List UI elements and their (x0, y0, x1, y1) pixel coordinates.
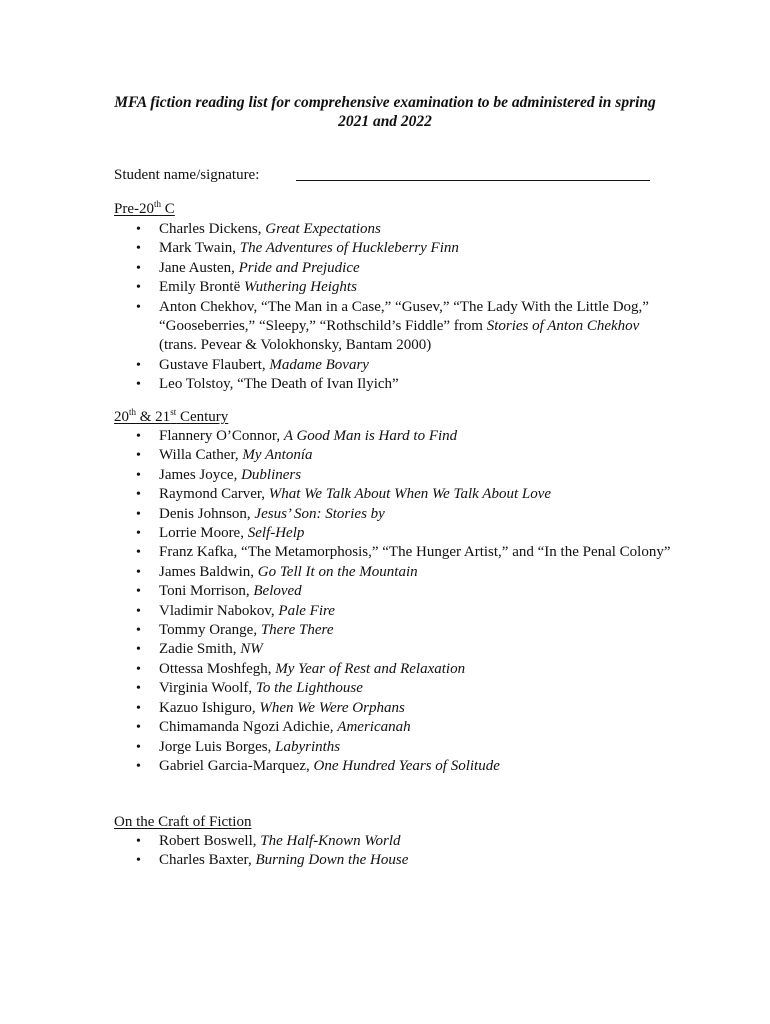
signature-line (296, 180, 650, 181)
student-signature-row (114, 166, 674, 185)
student-signature-label: Student name/signature: (114, 167, 260, 183)
heading-superscript: th (129, 407, 137, 417)
item-separator: , (267, 738, 276, 755)
bullet-icon: • (136, 357, 141, 373)
list-item (114, 582, 674, 601)
list-item (114, 524, 674, 543)
item-separator: , (246, 505, 255, 522)
heading-text: C (161, 201, 175, 217)
item-separator: , (248, 680, 256, 697)
item-title: A Good Man is Hard to Find (283, 428, 458, 444)
section-heading-20th-21st (114, 408, 228, 427)
bullet-icon: • (136, 299, 141, 315)
item-author: Tommy Orange (159, 622, 254, 639)
list-item (114, 563, 674, 582)
item-separator: , (251, 699, 260, 716)
item-separator: , (234, 447, 243, 464)
heading-text: & 21 (136, 409, 171, 425)
item-title: One Hundred Years of Solitude (313, 757, 500, 774)
item-author: Robert Boswell (159, 833, 253, 849)
item-author: Zadie Smith (159, 641, 233, 658)
item-separator: , (231, 259, 239, 276)
item-author: Anton Chekhov, “The Man in a Case,” “Gusev,” “The Lady With the Little Dog,” “Gooseberries,” “Sleepy,” “Rothschild’s Fiddle” from (159, 298, 649, 335)
item-author: Chimamanda Ngozi Adichie (159, 719, 330, 736)
item-author: Willa Cather (159, 447, 235, 464)
item-title: To the Lighthouse (255, 680, 363, 697)
item-title: Self-Help (247, 525, 305, 542)
item-separator: , (276, 428, 284, 444)
list-item (114, 427, 674, 446)
bullet-icon: • (136, 526, 141, 542)
item-title: Pale Fire (278, 602, 335, 619)
item-title: What We Talk About When We Talk About Love (268, 486, 552, 503)
list-item (114, 466, 674, 485)
heading-text: Pre-20 (114, 201, 154, 217)
list-item (114, 718, 674, 737)
bullet-icon: • (136, 720, 141, 736)
list-item (114, 851, 674, 870)
bullet-icon: • (136, 545, 141, 561)
list-item (114, 757, 674, 776)
item-separator: , (240, 525, 248, 542)
item-author: Flannery O’Connor (159, 428, 277, 444)
item-author: James Joyce (159, 466, 234, 483)
item-author: Jane Austen (159, 259, 232, 276)
item-author: Lorrie Moore (159, 525, 241, 542)
reading-list-pre-20th (114, 220, 674, 395)
item-author: Leo Tolstoy, “The Death of Ivan Ilyich” (159, 376, 399, 393)
bullet-icon: • (136, 506, 141, 522)
list-item (114, 375, 674, 394)
item-author: Charles Dickens (159, 221, 258, 237)
list-item (114, 259, 674, 278)
bullet-icon: • (136, 222, 141, 237)
item-author: Vladimir Nabokov (159, 602, 271, 619)
bullet-icon: • (136, 448, 141, 464)
list-item (114, 220, 674, 239)
bullet-icon: • (136, 853, 141, 869)
item-author: Toni Morrison (159, 583, 246, 600)
item-title: The Half-Known World (260, 833, 401, 849)
bullet-icon: • (136, 681, 141, 697)
item-title: The Adventures of Huckleberry Finn (239, 240, 459, 257)
section-heading-craft (114, 813, 251, 832)
item-author: Franz Kafka, “The Metamorphosis,” “The Hunger Artist,” and “In the Penal Colony” (159, 544, 671, 561)
item-separator: , (252, 833, 261, 849)
item-author: Virginia Woolf (159, 680, 249, 697)
bullet-icon: • (136, 467, 141, 483)
item-separator: , (250, 563, 258, 580)
item-title: Americanah (337, 719, 411, 736)
list-item (114, 239, 674, 258)
item-separator: , (253, 622, 261, 639)
section-heading-pre-20th (114, 200, 175, 219)
heading-superscript: st (170, 407, 177, 417)
item-title: Burning Down the House (255, 852, 409, 869)
bullet-icon: • (136, 834, 141, 849)
reading-list-20th-21st (114, 427, 674, 776)
bullet-icon: • (136, 661, 141, 677)
item-author: Raymond Carver (159, 486, 262, 503)
item-title: Jesus’ Son: Stories by (254, 505, 385, 522)
item-author: Jorge Luis Borges (159, 738, 268, 755)
item-title: Pride and Prejudice (238, 259, 360, 276)
item-author: Ottessa Moshfegh (159, 660, 268, 677)
list-item (114, 543, 674, 562)
item-title: When We Were Orphans (259, 699, 405, 716)
reading-list-craft (114, 832, 674, 871)
item-author: Denis Johnson (159, 505, 247, 522)
list-item (114, 602, 674, 621)
item-title: Dubliners (241, 466, 302, 483)
heading-text: Century (176, 409, 229, 425)
bullet-icon: • (136, 584, 141, 600)
list-item (114, 621, 674, 640)
item-separator: , (267, 660, 276, 677)
item-separator: , (247, 852, 256, 869)
list-item (114, 738, 674, 757)
item-author: James Baldwin (159, 563, 251, 580)
item-author: Gustave Flaubert (159, 356, 262, 373)
item-separator: , (306, 757, 314, 774)
item-title: Go Tell It on the Mountain (257, 563, 418, 580)
item-separator: , (232, 240, 240, 257)
bullet-icon: • (136, 603, 141, 619)
item-title: NW (240, 641, 263, 658)
item-separator: , (257, 221, 266, 237)
bullet-icon: • (136, 280, 141, 296)
item-separator: , (261, 486, 269, 503)
list-item (114, 278, 674, 297)
list-item (114, 485, 674, 504)
list-item (114, 699, 674, 718)
item-title: Beloved (253, 583, 302, 600)
item-title: Labyrinths (275, 738, 341, 755)
list-item (114, 640, 674, 659)
item-author: Gabriel Garcia-Marquez (159, 757, 306, 774)
heading-text: 20 (114, 409, 129, 425)
bullet-icon: • (136, 642, 141, 658)
heading-superscript: th (154, 199, 162, 209)
item-title: My Antonía (242, 447, 313, 464)
item-title: Great Expectations (265, 221, 381, 237)
bullet-icon: • (136, 623, 141, 639)
item-author: Charles Baxter (159, 852, 248, 869)
heading-text: On the Craft of Fiction (114, 814, 252, 830)
item-separator: , (232, 641, 241, 658)
bullet-icon: • (136, 758, 141, 774)
item-separator: , (329, 719, 338, 736)
bullet-icon: • (136, 260, 141, 276)
list-item (114, 505, 674, 524)
item-separator: , (270, 602, 279, 619)
list-item (114, 298, 674, 356)
item-author: Mark Twain (159, 240, 233, 257)
list-item (114, 446, 674, 465)
item-note: (trans. Pevear & Volokhonsky, Bantam 2000) (159, 337, 432, 354)
bullet-icon: • (136, 564, 141, 580)
bullet-icon: • (136, 739, 141, 755)
list-item (114, 832, 674, 851)
document-title: MFA fiction reading list for comprehensive examination to be administered in spring 2021 and 2022 (114, 94, 656, 130)
item-separator: , (245, 583, 254, 600)
list-item (114, 660, 674, 679)
bullet-icon: • (136, 241, 141, 257)
bullet-icon: • (136, 487, 141, 503)
item-author: Emily Brontë (159, 279, 241, 296)
item-separator: , (233, 466, 242, 483)
bullet-icon: • (136, 429, 141, 444)
bullet-icon: • (136, 377, 141, 393)
item-author: Kazuo Ishiguro (159, 699, 252, 716)
item-title: Wuthering Heights (244, 279, 357, 296)
list-item (114, 356, 674, 375)
item-title: There There (260, 622, 334, 639)
item-title: Madame Bovary (269, 356, 369, 373)
list-item (114, 679, 674, 698)
item-title: Stories of Anton Chekhov (486, 318, 640, 335)
bullet-icon: • (136, 700, 141, 716)
item-separator: , (261, 356, 270, 373)
item-title: My Year of Rest and Relaxation (275, 660, 466, 677)
